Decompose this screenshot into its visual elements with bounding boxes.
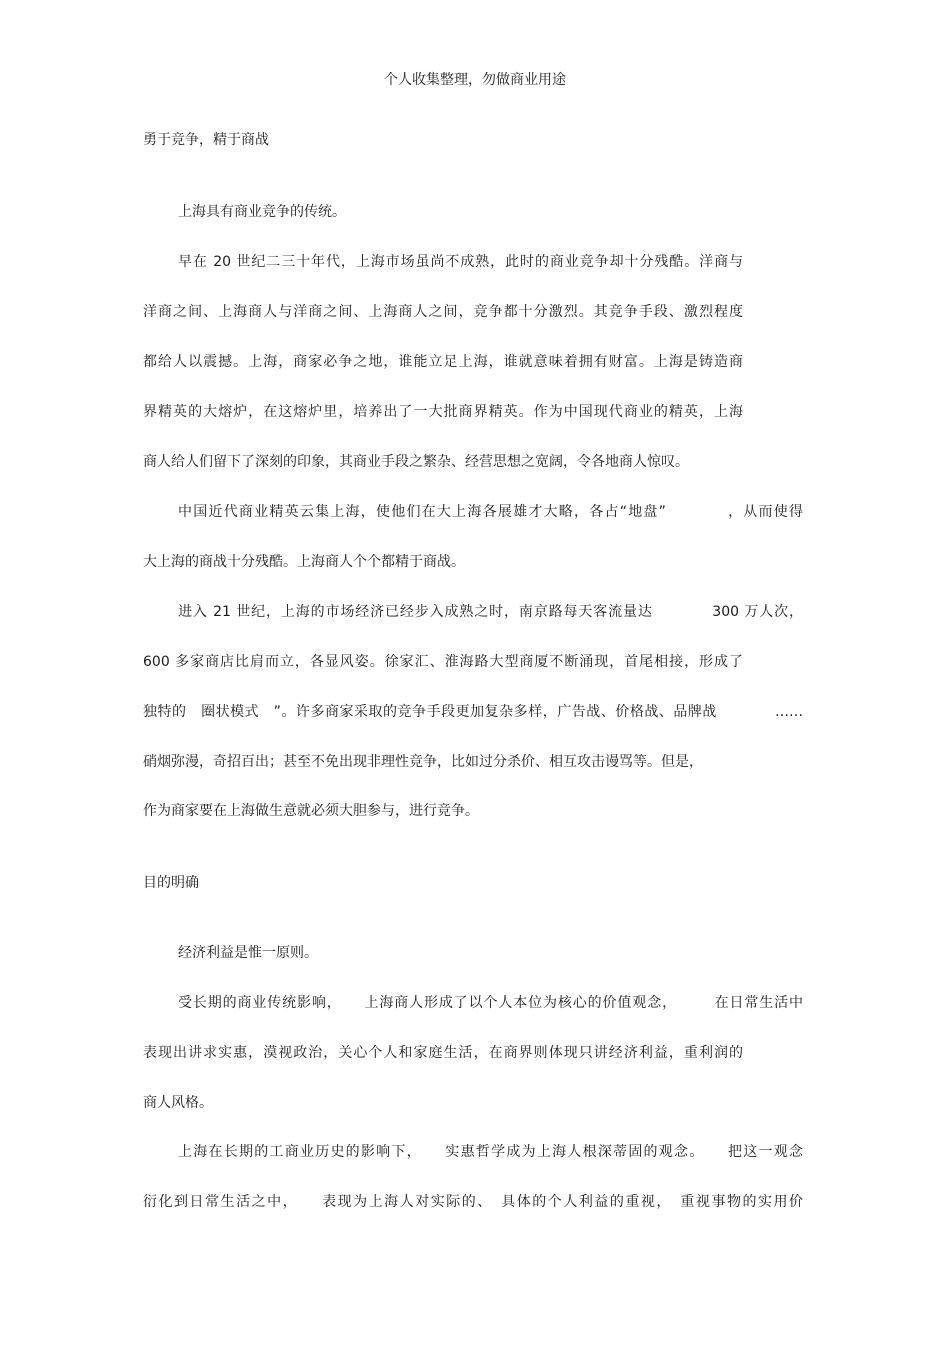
- paragraph-line: 中国近代商业精英云集上海，使他们在大上海各展雄才大略，各占“地盘” ，从而使得: [178, 504, 803, 520]
- paragraph-line: 衍化到日常生活之中， 表现为上海人对实际的、 具体的个人利益的重视， 重视事物的实用价: [143, 1194, 803, 1210]
- paragraph-line: 界精英的大熔炉，在这熔炉里，培养出了一大批商界精英。作为中国现代商业的精英，上海: [143, 404, 743, 420]
- paragraph-line: 受长期的商业传统影响， 上海商人形成了以个人本位为核心的价值观念， 在日常生活中: [178, 995, 803, 1011]
- paragraph-line: 早在 20 世纪二三十年代，上海市场虽尚不成熟，此时的商业竞争却十分残酷。洋商与: [178, 254, 743, 270]
- section-heading: 目的明确: [143, 875, 199, 891]
- paragraph-line: 表现出讲求实惠，漠视政治，关心个人和家庭生活，在商界则体现只讲经济利益，重利润的: [143, 1045, 743, 1061]
- paragraph-line: 上海具有商业竞争的传统。: [178, 204, 346, 220]
- page-header: 个人收集整理，勿做商业用途: [384, 72, 566, 88]
- paragraph-line: 上海在长期的工商业历史的影响下， 实惠哲学成为上海人根深蒂固的观念。 把这一观念: [178, 1144, 803, 1160]
- paragraph-line: 600 多家商店比肩而立，各显风姿。徐家汇、淮海路大型商厦不断涌现，首尾相接，形成了: [143, 654, 743, 670]
- paragraph-line: 硝烟弥漫，奇招百出；甚至不免出现非理性竞争，比如过分杀价、相互攻击谩骂等。但是，: [143, 754, 703, 770]
- paragraph-line: 商人给人们留下了深刻的印象，其商业手段之繁杂、经营思想之宽阔，令各地商人惊叹。: [143, 454, 689, 470]
- paragraph-line: 经济利益是惟一原则。: [178, 945, 318, 961]
- paragraph-line: 大上海的商战十分残酷。上海商人个个都精于商战。: [143, 554, 465, 570]
- paragraph-line: 都给人以震撼。上海，商家必争之地，谁能立足上海，谁就意味着拥有财富。上海是铸造商: [143, 354, 743, 370]
- paragraph-line: 作为商家要在上海做生意就必须大胆参与，进行竞争。: [143, 803, 479, 819]
- paragraph-line: 进入 21 世纪，上海的市场经济已经步入成熟之时，南京路每天客流量达 300 万人次，: [178, 604, 803, 620]
- paragraph-line: 洋商之间、上海商人与洋商之间、上海商人之间，竞争都十分激烈。其竞争手段、激烈程度: [143, 304, 743, 320]
- paragraph-line: 独特的 圈状模式 ”。许多商家采取的竞争手段更加复杂多样，广告战、价格战、品牌战 ……: [143, 704, 803, 720]
- section-heading: 勇于竞争，精于商战: [143, 132, 269, 148]
- paragraph-line: 商人风格。: [143, 1095, 213, 1111]
